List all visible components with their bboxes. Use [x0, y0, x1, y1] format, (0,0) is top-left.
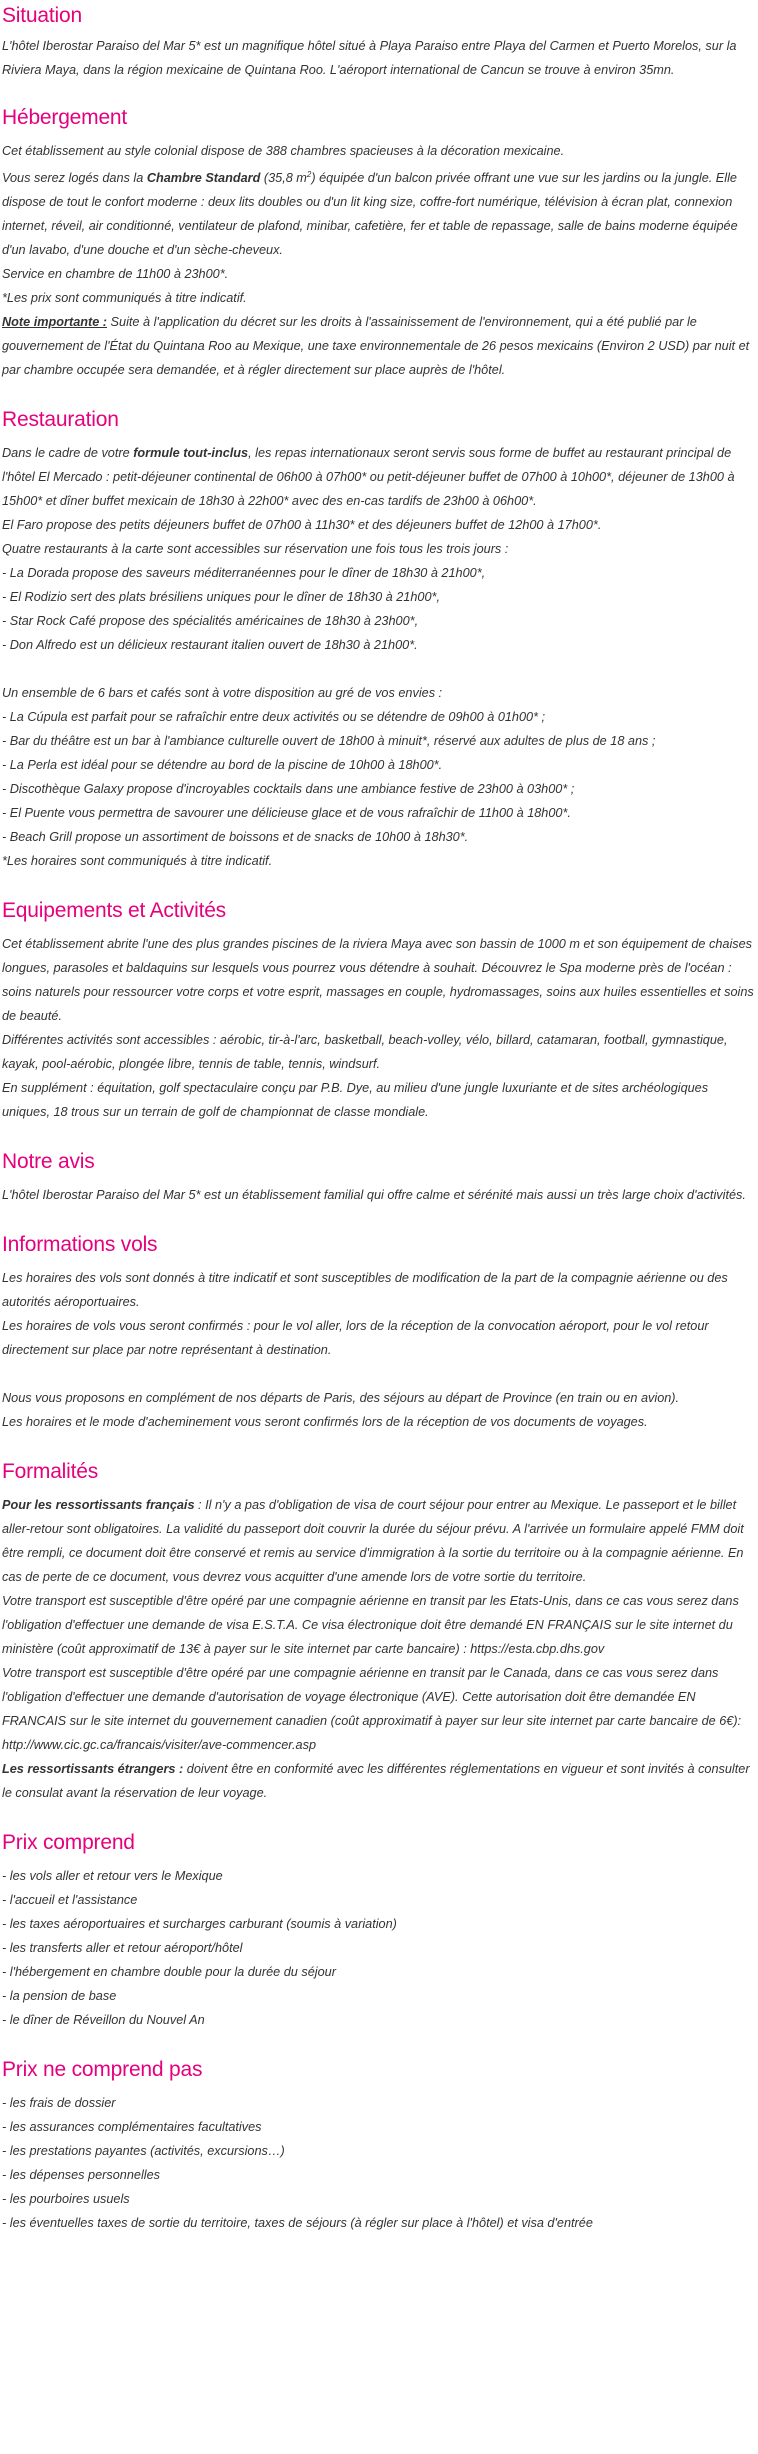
restauration-el-faro: El Faro propose des petits déjeuners buffet de 07h00 à 11h30* et des déjeuners buffet de 12h00 à 17h00*. — [2, 518, 602, 533]
list-item: - le dîner de Réveillon du Nouvel An — [2, 2013, 205, 2028]
section-formalites — [2, 1434, 756, 1805]
room-service: Service en chambre de 11h00 à 23h00*. — [2, 267, 229, 282]
hebergement-intro: Cet établissement au style colonial dispose de 388 chambres spacieuses à la décoration mexicaine. — [2, 144, 565, 158]
list-item: - Discothèque Galaxy propose d'incroyables cocktails dans une ambiance festive de 23h00 à 03h00* ; — [2, 782, 575, 797]
section-title-avis: Notre avis — [2, 1150, 95, 1174]
section-vols — [2, 1207, 756, 1434]
restauration-bars-intro: Un ensemble de 6 bars et cafés sont à votre disposition au gré de vos envies : — [2, 686, 443, 701]
important-note: Note importante : Suite à l'application du décret sur les droits à l'assainissement de l'environnement, qui a été publié par le gouvernement de l'État du Quintana Roo au Mexique, une taxe environnementale de 26 pesos mexicains (Environ 2 USD) par nuit et par chambre occupée sera demandée, et à régler directement sur place auprès de l'hôtel. — [2, 315, 750, 378]
list-item: - Star Rock Café propose des spécialités américaines de 18h30 à 23h00*, — [2, 614, 419, 629]
list-item: - El Puente vous permettra de savourer une délicieuse glace et de vous rafraîchir de 11h00 à 18h00*. — [2, 806, 571, 821]
hebergement-room: Vous serez logés dans la Chambre Standard (35,8 $m^2$) équipée d'un balcon privée offrant une vue sur les jardins ou la jungle. Elle dispose de tout le confort moderne : deux lits doubles ou d'un lit king size, coffre-fort numérique, télévision à écran plat, connexion internet, réveil, air conditionné, ventilateur de plafond, minibar, cafetière, fer et table de repassage, salle de bains moderne équipée d'un lavabo, d'une douche et d'un sèche-cheveux. — [2, 170, 738, 258]
section-title-prix-comprend: Prix comprend — [2, 1831, 135, 1855]
section-equipements — [2, 873, 756, 1124]
equipements-pool-spa: Cet établissement abrite l'une des plus grandes piscines de la riviera Maya avec son bassin de 1000 m et son équipement de chaises longues, parasoles et baldaquins sur lesquels vous pourrez vous détendre à souhait. Découvrez le Spa moderne près de l'océan : soins naturels pour ressourcer votre corps et votre esprit, massages en couple, hydromassages, soins aux huiles essentielles et soins de beauté. — [2, 937, 754, 1024]
list-item: - l'hébergement en chambre double pour la durée du séjour — [2, 1965, 336, 1980]
section-title-hebergement: Hébergement — [2, 106, 128, 129]
list-item: - les assurances complémentaires facultatives — [2, 2120, 262, 2135]
list-item: - les taxes aéroportuaires et surcharges carburant (soumis à variation) — [2, 1917, 397, 1932]
spacer — [2, 1362, 756, 1386]
list-item: - Don Alfredo est un délicieux restaurant italien ouvert de 18h30 à 21h00*. — [2, 638, 418, 653]
equipements-supplement: En supplément : équitation, golf spectaculaire conçu par P.B. Dye, au milieu d'une jungle luxuriante et de sites archéologiques uniques, 18 trous sur un terrain de golf de championnat de classe mondiale. — [2, 1081, 709, 1120]
list-item: - La Cúpula est parfait pour se rafraîchir entre deux activités ou se détendre de 09h00 à 01h00* ; — [2, 710, 546, 725]
spacer — [2, 657, 756, 681]
list-item: - Bar du théâtre est un bar à l'ambiance culturelle ouvert de 18h00 à minuit*, réservé aux adultes de plus de 18 ans ; — [2, 734, 656, 749]
list-item: - les dépenses personnelles — [2, 2168, 160, 2183]
section-title-situation: Situation — [2, 4, 82, 27]
list-item: - La Dorada propose des saveurs méditerranéennes pour le dîner de 18h30 à 21h00*, — [2, 566, 486, 581]
list-item: - les prestations payantes (activités, excursions…) — [2, 2144, 285, 2159]
restauration-main: Dans le cadre de votre formule tout-inclus, les repas internationaux seront servis sous forme de buffet au restaurant principal de l'hôtel El Mercado : petit-déjeuner continental de 06h00 à 07h00* ou petit-déjeuner buffet de 07h00 à 10h00*, déjeuner de 13h00 à 15h00* et dîner buffet mexicain de 18h30 à 22h00* avec des en-cas tardifs de 23h00 à 06h00*. — [2, 446, 735, 509]
section-restauration — [2, 382, 756, 873]
section-prix-comprend — [2, 1805, 756, 2032]
hours-note: *Les horaires sont communiqués à titre indicatif. — [2, 854, 273, 869]
room-type: Chambre Standard — [146, 171, 261, 186]
price-note: *Les prix sont communiqués à titre indicatif. — [2, 291, 247, 306]
section-prix-ne-comprend-pas — [2, 2032, 756, 2235]
list-item: - les transferts aller et retour aéroport/hôtel — [2, 1941, 243, 1956]
formalites-etrangers: Les ressortissants étrangers : doivent être en conformité avec les différentes réglementations en vigueur et sont invités à consulter le consulat avant la réservation de leur voyage. — [2, 1762, 750, 1801]
list-item: - les vols aller et retour vers le Mexique — [2, 1869, 223, 1884]
vols-text-2: Les horaires de vols vous seront confirmés : pour le vol aller, lors de la réception de la convocation aéroport, pour le vol retour directement sur place par notre représentant à destination. — [2, 1319, 709, 1358]
list-item: - les éventuelles taxes de sortie du territoire, taxes de séjours (à régler sur place à l'hôtel) et visa d'entrée — [2, 2216, 593, 2231]
situation-text: L'hôtel Iberostar Paraiso del Mar 5* est un magnifique hôtel situé à Playa Paraiso entre Playa del Carmen et Puerto Morelos, sur la Riviera Maya, dans la région mexicaine de Quintana Roo. L'aéroport international de Cancun se trouve à environ 35mn. — [2, 39, 737, 77]
formalites-francais: Pour les ressortissants français : Il n'y a pas d'obligation de visa de court séjour pour entrer au Mexique. Le passeport et le billet aller-retour sont obligatoires. La validité du passeport doit couvrir la durée du séjour prévu. A l'arrivée un formulaire appelé FMM doit être rempli, ce document doit être conservé et remis au service d'immigration à la sortie du territoire ou à la compagnie aérienne. En cas de perte de ce document, vous devrez vous acquitter d'une amende lors de votre sortie du territoire. — [2, 1498, 744, 1585]
equipements-activities: Différentes activités sont accessibles : aérobic, tir-à-l'arc, basketball, beach-volley, vélo, billard, catamaran, football, gymnastique, kayak, pool-aérobic, plongée libre, tennis de table, tennis, windsurf. — [2, 1033, 728, 1072]
list-item: - les frais de dossier — [2, 2096, 116, 2111]
avis-text: L'hôtel Iberostar Paraiso del Mar 5* est un établissement familial qui offre calme et sérénité mais aussi un très large choix d'activités. — [2, 1188, 746, 1203]
section-hebergement — [2, 82, 756, 382]
list-item: - l'accueil et l'assistance — [2, 1893, 138, 1908]
vols-text-3: Nous vous proposons en complément de nos départs de Paris, des séjours au départ de Province (en train ou en avion). — [2, 1391, 680, 1406]
list-item: - la pension de base — [2, 1989, 117, 2004]
section-situation — [2, 0, 756, 82]
restauration-alacarte: Quatre restaurants à la carte sont accessibles sur réservation une fois tous les trois jours : — [2, 542, 509, 557]
section-title-vols: Informations vols — [2, 1233, 158, 1257]
list-item: - les pourboires usuels — [2, 2192, 130, 2207]
vols-text-1: Les horaires des vols sont donnés à titre indicatif et sont susceptibles de modification de la part de la compagnie aérienne ou des autorités aéroportuaires. — [2, 1271, 728, 1310]
section-title-equipements: Equipements et Activités — [2, 899, 226, 923]
list-item: - La Perla est idéal pour se détendre au bord de la piscine de 10h00 à 18h00*. — [2, 758, 443, 773]
section-avis — [2, 1124, 756, 1207]
vols-text-4: Les horaires et le mode d'acheminement vous seront confirmés lors de la réception de vos documents de voyages. — [2, 1415, 648, 1430]
list-item: - El Rodizio sert des plats brésiliens uniques pour le dîner de 18h30 à 21h00*, — [2, 590, 440, 605]
section-title-prix-ne-comprend-pas: Prix ne comprend pas — [2, 2058, 203, 2082]
section-title-restauration: Restauration — [2, 408, 119, 432]
section-title-formalites: Formalités — [2, 1460, 99, 1484]
formalites-ave: Votre transport est susceptible d'être opéré par une compagnie aérienne en transit par le Canada, dans ce cas vous serez dans l'obligation d'effectuer une demande d'autorisation de voyage électronique (AVE). Cette autorisation doit être demandée EN FRANCAIS sur le site internet du gouvernement canadien (coût approximatif à payer sur leur site internet par carte bancaire de 6€): http://www.cic.gc.ca/francais/visiter/ave-commencer.asp — [2, 1666, 742, 1753]
formalites-esta: Votre transport est susceptible d'être opéré par une compagnie aérienne en transit par les Etats-Unis, dans ce cas vous serez dans l'obligation d'effectuer une demande de visa E.S.T.A. Ce visa électronique doit être demandé EN FRANÇAIS sur le site internet du ministère (coût approximatif de 13€ à payer sur le site internet par carte bancaire) : https://esta.cbp.dhs.gov — [2, 1594, 739, 1657]
list-item: - Beach Grill propose un assortiment de boissons et de snacks de 10h00 à 18h30*. — [2, 830, 469, 845]
